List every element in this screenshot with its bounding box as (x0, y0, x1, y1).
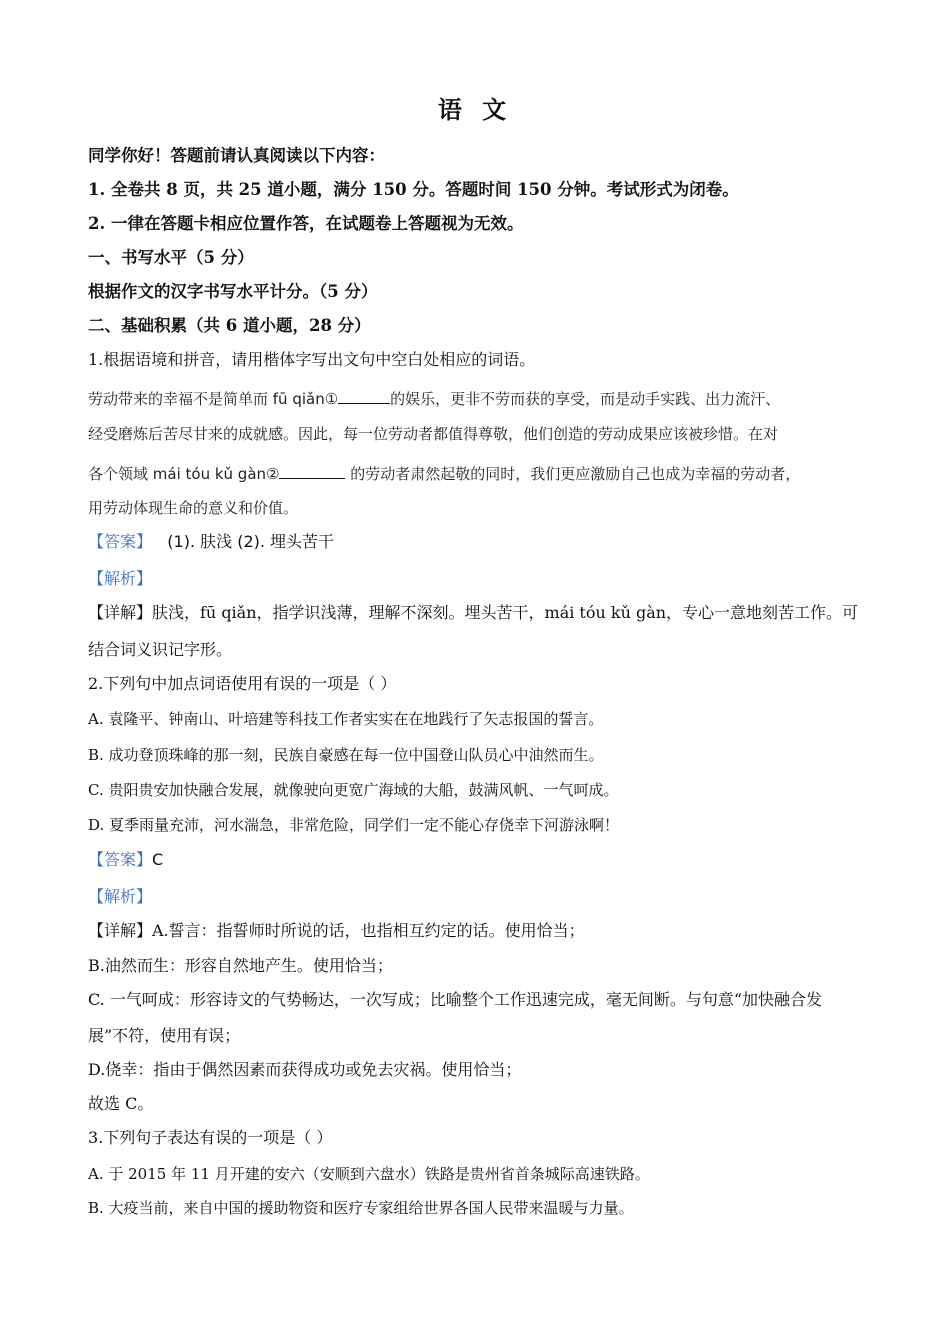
q1-stem: 1.根据语境和拼音，请用楷体字写出文句中空白处相应的词语。 (88, 350, 536, 369)
q2-answer-text: C (152, 850, 164, 869)
q1-detail-line-1: 【详解】肤浅，fū qiǎn，指学识浅薄，理解不深刻。埋头苦干，mái tóu kǔ gàn，专心一意地刻苦工作。可 (88, 603, 859, 622)
q1-passage-line-3 (88, 462, 800, 484)
q2-answer (88, 850, 163, 870)
intro-rule-1: 1. 全卷共 8 页，共 25 道小题，满分 150 分。答题时间 150 分钟。考试形式为闭卷。 (88, 180, 739, 199)
q3-stem: 3.下列句子表达有误的一项是（ ） (88, 1128, 333, 1147)
q2-option-d: D. 夏季雨量充沛，河水湍急，非常危险，同学们一定不能心存侥幸下河游泳啊！ (88, 816, 620, 834)
intro-greeting: 同学你好！答题前请认真阅读以下内容： (88, 146, 385, 165)
q1-blank-1 (338, 387, 390, 404)
q2-option-a: A. 袁隆平、钟南山、叶培建等科技工作者实实在在地践行了矢志报国的誓言。 (88, 710, 604, 728)
q1-passage-1b: 的娱乐，更非不劳而获的享受，而是动手实践、出力流汗、 (390, 390, 781, 408)
q1-detail-line-2: 结合词义识记字形。 (88, 640, 233, 659)
q1-passage-line-2: 经受磨炼后苦尽甘来的成就感。因此，每一位劳动者都值得尊敬，他们创造的劳动成果应该被珍惜。在对 (88, 425, 779, 443)
q2-detail-b: B.油然而生：形容自然地产生。使用恰当； (88, 956, 393, 975)
q1-answer-text: (1). 肤浅 (2). 埋头苦干 (167, 532, 335, 551)
q2-detail-c-line-1: C. 一气呵成：形容诗文的气势畅达，一次写成；比喻整个工作迅速完成，毫无间断。与句意“加快融合发 (88, 990, 823, 1009)
q2-stem: 2.下列句中加点词语使用有误的一项是（ ） (88, 674, 397, 693)
q2-detail-a: 【详解】A.誓言：指誓师时所说的话，也指相互约定的话。使用恰当； (88, 921, 585, 940)
intro-rule-2: 2. 一律在答题卡相应位置作答，在试题卷上答题视为无效。 (88, 214, 524, 233)
q1-blank-2 (279, 462, 345, 479)
q1-analysis-tag: 【解析】 (88, 569, 153, 588)
section-2-heading: 二、基础积累（共 6 道小题，28 分） (88, 316, 371, 335)
q2-detail-d: D.侥幸：指由于偶然因素而获得成功或免去灾祸。使用恰当； (88, 1060, 522, 1079)
q1-passage-1a: 劳动带来的幸福不是简单而 fū qiǎn① (88, 390, 339, 408)
q1-answer (88, 532, 334, 552)
q2-option-b: B. 成功登顶珠峰的那一刻，民族自豪感在每一位中国登山队员心中油然而生。 (88, 746, 604, 764)
answer-tag: 【答案】 (88, 850, 153, 869)
q3-option-a: A. 于 2015 年 11 月开建的安六（安顺到六盘水）铁路是贵州省首条城际高速铁路。 (88, 1165, 650, 1183)
q1-passage-line-1 (88, 387, 780, 409)
q1-passage-3b: 的劳动者肃然起敬的同时，我们更应激励自己也成为幸福的劳动者， (345, 465, 801, 483)
section-1-heading: 一、书写水平（5 分） (88, 248, 254, 267)
q1-passage-line-4: 用劳动体现生命的意义和价值。 (88, 499, 299, 517)
q2-option-c: C. 贵阳贵安加快融合发展，就像驶向更宽广海域的大船，鼓满风帆、一气呵成。 (88, 781, 619, 799)
q2-conclusion: 故选 C。 (88, 1094, 154, 1113)
q1-passage-3a: 各个领域 mái tóu kǔ gàn② (88, 465, 280, 483)
q2-detail-c-line-2: 展”不符，使用有误； (88, 1026, 241, 1045)
q2-analysis-tag: 【解析】 (88, 887, 153, 906)
answer-tag: 【答案】 (88, 532, 153, 551)
page-title: 语 文 (437, 95, 513, 124)
section-1-desc: 根据作文的汉字书写水平计分。（5 分） (88, 282, 378, 301)
q3-option-b: B. 大疫当前，来自中国的援助物资和医疗专家组给世界各国人民带来温暖与力量。 (88, 1199, 634, 1217)
